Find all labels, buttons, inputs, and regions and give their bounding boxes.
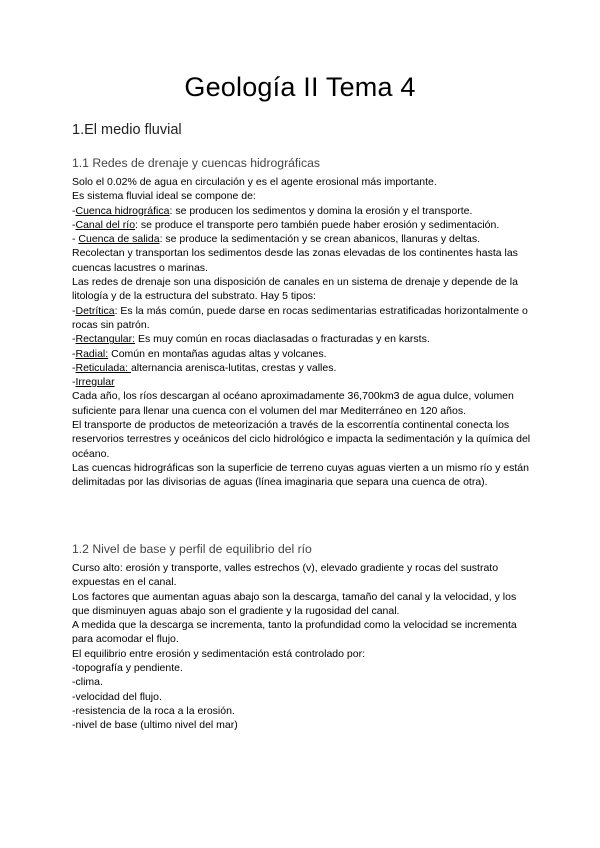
- list-dash: -: [72, 233, 79, 246]
- list-dash: -: [72, 304, 76, 317]
- subsection-heading: 1.2 Nivel de base y perfil de equilibrio del río: [72, 542, 312, 556]
- definition: : se produce la sedimentación y se crean abanicos, llanuras y deltas. Recolectan y transportan los sedimentos desde las zonas elevadas de los continentes hasta las cuencas lacustres o marinas.: [72, 233, 518, 274]
- term: Irregular: [75, 376, 115, 389]
- paragraph: Las redes de drenaje son una disposición de canales en un sistema de drenaje y depende de la litología y de la estructura del substrato. Hay 5 tipos:: [72, 276, 518, 303]
- list-dash: -: [72, 333, 76, 346]
- term: Reticulada:: [75, 361, 131, 374]
- list-item: [72, 232, 532, 275]
- list-item: [72, 361, 532, 375]
- list-dash: -: [72, 361, 76, 374]
- paragraph: El equilibrio entre erosión y sedimentación está controlado por:: [72, 647, 366, 660]
- definition: : se produce el transporte pero también puede haber erosión y sedimentación.: [135, 218, 500, 231]
- list-item: [72, 375, 532, 389]
- list-dash: -: [72, 218, 76, 231]
- list-item: -nivel de base (ultimo nivel del mar): [72, 719, 238, 732]
- definition: : Es la más común, puede darse en rocas sedimentarias estratificadas horizontalmente o rocas sin patrón.: [72, 304, 528, 331]
- term: Rectangular:: [75, 333, 136, 346]
- paragraph: A medida que la descarga se incrementa, tanto la profundidad como la velocidad se incrementa para acomodar el flujo.: [72, 619, 517, 646]
- term: Cuenca hidrográfica: [75, 204, 170, 217]
- list-dash: -: [72, 347, 76, 360]
- section-heading: 1.El medio fluvial: [72, 122, 182, 138]
- term: Detrítica: [75, 304, 115, 317]
- definition: Es muy común en rocas diaclasadas o fracturadas y en karsts.: [135, 333, 430, 346]
- paragraph: Curso alto: erosión y transporte, valles estrechos (v), elevado gradiente y rocas del sustrato expuestas en el canal.: [72, 562, 499, 589]
- definition: Común en montañas agudas altas y volcanes.: [108, 347, 327, 360]
- subsection-heading: 1.1 Redes de drenaje y cuencas hidrográficas: [72, 156, 320, 170]
- term: Canal del río: [75, 218, 136, 231]
- paragraph: El transporte de productos de meteorización a través de la escorrentía continental conecta los reservorios terrestres y oceánicos del ciclo hidrológico e impacta la sedimentación y la química del océano.: [72, 419, 531, 460]
- term: Radial:: [75, 347, 109, 360]
- subsection-body: [72, 561, 532, 733]
- page-title: Geología II Tema 4: [184, 72, 416, 102]
- definition: alternancia arenisca-lutitas, crestas y valles.: [130, 361, 337, 374]
- paragraph: Cada año, los ríos descargan al océano aproximadamente 36,700km3 de agua dulce, volumen suficiente para llenar una cuenca con el volumen del mar Mediterráneo en 120 años.: [72, 390, 514, 417]
- definition: : se producen los sedimentos y domina la erosión y el transporte.: [169, 204, 473, 217]
- list-item: -topografía y pendiente.: [72, 662, 183, 675]
- subsection-body: [72, 175, 532, 490]
- list-item: [72, 304, 532, 333]
- list-item: -resistencia de la roca a la erosión.: [72, 704, 235, 717]
- list-item: [72, 204, 532, 218]
- list-item: -clima.: [72, 676, 103, 689]
- paragraph: Las cuencas hidrográficas son la superficie de terreno cuyas aguas vierten a un mismo río y están delimitadas por las divisorias de aguas (línea imaginaria que separa una cuenca de otra).: [72, 461, 529, 489]
- paragraph: Los factores que aumentan aguas abajo son la descarga, tamaño del canal y la velocidad, y los que disminuyen aguas abajo son el gradiente y la rugosidad del canal.: [72, 590, 517, 617]
- list-dash: -: [72, 376, 76, 389]
- term: Cuenca de salida: [78, 233, 160, 246]
- list-item: [72, 347, 532, 361]
- paragraph: Es sistema fluvial ideal se compone de:: [72, 190, 256, 203]
- list-item: [72, 332, 532, 346]
- list-item: -velocidad del flujo.: [72, 690, 162, 703]
- paragraph: Solo el 0.02% de agua en circulación y es el agente erosional más importante.: [72, 176, 437, 188]
- list-item: [72, 218, 532, 232]
- list-dash: -: [72, 204, 76, 217]
